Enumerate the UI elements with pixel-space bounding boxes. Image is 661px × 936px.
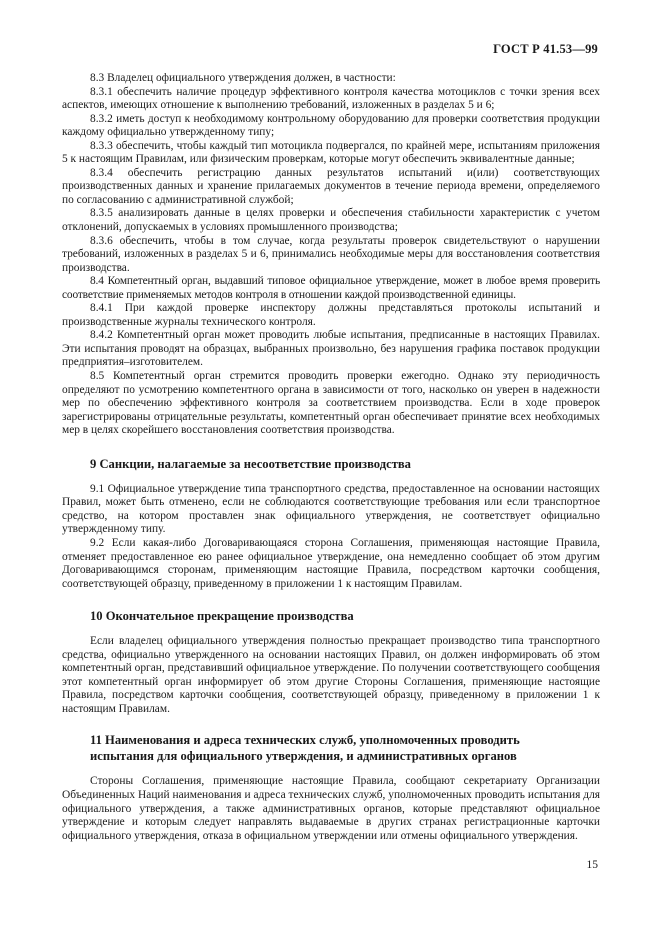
paragraph-8-5: 8.5 Компетентный орган стремится проводить проверки ежегодно. Однако эту периодичность определяют по усмотрению компетентного органа в зависимости от того, насколько он уверен в надежности мер по обеспечению эффективного контроля за соответствием производства. Если в ходе проверок зарегистрированы отрицательные результаты, компетентный орган обеспечивает принятие всех необходимых мер в целях скорейшего восстановления соответствия производства. — [62, 370, 600, 437]
paragraph-8-3: 8.3 Владелец официального утверждения должен, в частности: — [90, 72, 396, 84]
paragraph-8-3-6: 8.3.6 обеспечить, чтобы в том случае, когда результаты проверок свидетельствуют о нарушении требований, изложенных в разделах 5 и 6, принимались необходимые меры для восстановления соответствия производства. — [62, 234, 600, 274]
section-10-heading: 10 Окончательное прекращение производства — [90, 609, 354, 624]
paragraph-8-4: 8.4 Компетентный орган, выдавший типовое официальное утверждение, может в любое время проверить соответствие применяемых методов контроля в отношении каждой производственной единицы. — [62, 275, 600, 301]
paragraph-8-4-2: 8.4.2 Компетентный орган может проводить любые испытания, предписанные в настоящих Правилах. Эти испытания проводят на образцах, выбранных произвольно, без нарушения графика поставок продукции предприятия–изготовителем. — [62, 329, 600, 369]
paragraph-8-3-2: 8.3.2 иметь доступ к необходимому контрольному оборудованию для проверки соответствия продукции каждому официально утвержденному типу; — [62, 112, 600, 139]
section-11-heading — [62, 732, 600, 764]
paragraph-11: Стороны Соглашения, применяющие настоящие Правила, сообщают секретариату Организации Объединенных Наций наименования и адреса технических служб, уполномоченных проводить испытания для официального утверждения, а также административных органов, которые представляют официальное утверждение и которым следует направлять выдаваемые в других странах регистрационные карточки официального утверждения, отказа в официальном утверждении или отмены официального утверждения. — [62, 775, 600, 842]
section-9-heading: 9 Санкции, налагаемые за несоответствие производства — [90, 456, 411, 471]
paragraph-8-3-5: 8.3.5 анализировать данные в целях проверки и обеспечения стабильности характеристик с учетом отклонений, допускаемых в условиях промышленного производства; — [62, 207, 600, 234]
document-id: ГОСТ Р 41.53—99 — [493, 42, 598, 56]
paragraph-8-3-3: 8.3.3 обеспечить, чтобы каждый тип мотоцикла подвергался, по крайней мере, испытаниям приложения 5 к настоящим Правилам, или физическим проверкам, которые могут обеспечить эквивалентные данные; — [62, 139, 600, 166]
section-11-heading-line1: 11 Наименования и адреса технических служб, уполномоченных проводить — [90, 733, 520, 748]
paragraph-9-1: 9.1 Официальное утверждение типа транспортного средства, предоставленное на основании настоящих Правил, может быть отменено, если не соблюдаются соответствующие требования или если транспортное средство, на котором проставлен знак официального утверждения, не соответствует официально утвержденному типу. — [62, 482, 600, 536]
section-11-heading-line2: испытания для официального утверждения, и административных органов — [90, 749, 517, 764]
page-content — [62, 72, 600, 843]
paragraph-9-2: 9.2 Если какая-либо Договаривающаяся сторона Соглашения, применяющая настоящие Правила, отменяет предоставленное ею ранее официальное утверждение, она немедленно сообщает об этом другим Договаривающимся сторонам, применяющим настоящие Правила, посредством карточки сообщения, соответствующей образцу, приведенному в приложении 1 к настоящим Правилам. — [62, 536, 600, 590]
paragraph-8-3-4: 8.3.4 обеспечить регистрацию данных результатов испытаний и(или) соответствующих производственных данных и хранение прилагаемых документов в течение периода времени, определяемого по согласованию с административной службой; — [62, 166, 600, 206]
paragraph-8-3-1: 8.3.1 обеспечить наличие процедур эффективного контроля качества мотоциклов с точки зрения всех аспектов, имеющих отношение к выполнению требований, изложенных в разделах 5 и 6; — [62, 85, 600, 112]
paragraph-8-4-1: 8.4.1 При каждой проверке инспектору должны представляться протоколы испытаний и производственные журналы технического контроля. — [62, 302, 600, 328]
page-number: 15 — [586, 859, 598, 871]
paragraph-10: Если владелец официального утверждения полностью прекращает производство типа транспортного средства, официально утвержденного на основании настоящих Правил, он должен информировать об этом компетентный орган, представивший официальное утверждение. По получении соответствующего сообщения этот компетентный орган информирует об этом другие Стороны Соглашения, применяющие настоящие Правила, посредством карточки сообщения, соответствующей образцу, приведенному в приложении 1 к настоящим Правилам. — [62, 635, 600, 715]
